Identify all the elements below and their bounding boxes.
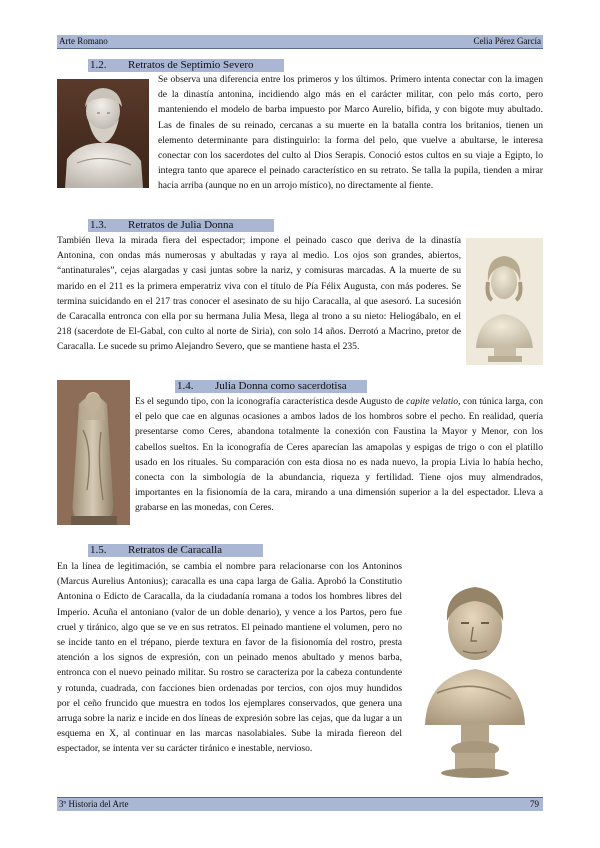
header-course: Arte Romano <box>59 36 108 46</box>
section-text-1-2: Se observa una diferencia entre los primeros y los últimos. Primero intenta conectar con la imagen de la dinastía antonina, incidiendo algo más en el carácter militar, con pelo más corto, pero manteniendo el modelo de barba impuesto por Marco Aurelio, bífida, y con bigote muy abultado. Las de finales de su reinado, cercanas a su muerte en la batalla contra los britanios, tienen un elemento determinante para distinguirlo: la forma del pelo, que vuelve a abultarse, le interesa conectar con los sacerdotes del culto al Dios Serapis. Conoció estos cultos en su viaje a Egipto, lo integra tanto que aparece el peinado característico en su retrato. Se talla la pupila, tienden a mirar hacia arriba (aunque no en un arrojo místico), no directamente al fiente. <box>158 74 543 192</box>
julia-domna-priestess-image <box>57 380 130 525</box>
section-number: 1.3. <box>90 219 107 231</box>
septimius-severus-bust-image <box>57 79 149 188</box>
section-title: Julia Donna como sacerdotisa <box>215 380 347 392</box>
page-number: 79 <box>530 799 539 809</box>
page-footer <box>57 797 543 811</box>
text-before-italic: Es el segundo tipo, con la iconografía característica desde Augusto de <box>135 396 407 407</box>
section-number: 1.5. <box>90 544 107 556</box>
section-heading-1-4 <box>175 380 367 393</box>
section-heading-1-2 <box>88 59 284 72</box>
header-author: Celia Pérez García <box>473 36 541 46</box>
section-number: 1.2. <box>90 59 107 71</box>
section-title: Retratos de Septimio Severo <box>128 59 254 71</box>
section-title: Retratos de Julia Donna <box>128 219 234 231</box>
caracalla-bust-image <box>407 565 543 778</box>
section-heading-1-5 <box>88 544 263 557</box>
section-text-1-5: En la línea de legitimación, se cambia el nombre para relacionarse con los Antoninos (Marcus Aurelius Antonius); caracalla es una capa larga de Galia. Aprobó la Constitutio Antonina o Edicto de Caracalla, da la ciudadanía romana a todos los hombres libres del Imperio. Acuña el antoniano (valor de un doble denario), y vence a los Partos, pero fue cruel y tiránico, algo que se ve en sus retratos. El peinado mantiene el volumen, pero no se incide tanto en el trépano, pierde textura en favor de la fisionomía del rostro, presta atención a los signos de expresión, con un peinado menos abultado y menos barba, entronca con el nuevo peinado militar. Su rostro se caracteriza por la cabeza contundente y rotunda, cuadrada, con facciones bien ordenadas por tercios, con ojos muy hundidos por el ceño fruncido que muestra en todos los ejemplares conservados, que genera una arruga sobre la nariz e incide en dos líneas de expresión sobre las cejas, que da lugar a un esquema en X, al continuar en las marcas nasolabiales. Sube la mirada fiereon del espectador, se intenta ver su carácter tiránico e inestable, nervioso. <box>57 561 402 755</box>
julia-domna-bust-image <box>466 238 543 365</box>
section-text-1-3: También lleva la mirada fiera del espectador; impone el peinado casco que deriva de la dinastía Antonina, con ondas más numerosas y abultadas y raya al medio. Los ojos son grandes, abiertos, “antinaturales”, cejas alargadas y casi juntas sobre la nariz, y comisuras marcadas. A la muerte de su marido en el 211 es la primera emperatriz viva con el título de Pía Félix Augusta, con más poderes. Se termina suicidando en el 217 tras conocer el asesinato de su hijo Caracalla, al que asesoró. La sucesión de Caracalla entronca con ella por su hermana Julia Mesa, llega al trono a su nieto: Heliogábalo, en el 218 (sacerdote de El-Gabal, con culto al norte de Siria), con solo 14 años. Derrotó a Macrino, pretor de Caracalla. Le sucede su primo Alejandro Severo, que se mantiene hasta el 235. <box>57 235 461 353</box>
section-title: Retratos de Caracalla <box>128 544 223 556</box>
text-after-italic: , con túnica larga, con el pelo que cae en algunas ocasiones a ambos lados de los hombros sobre el pecho. En realidad, quería presentarse como Ceres, abandona totalmente la conexión con Faustina la Mayor y Menor, con los cabellos sueltos. En la iconografía de Ceres aparecían las amapolas y espigas de trigo o con el platillo usado en los rituales. Su comparación con esta diosa no es nada nuevo, la propia Livia lo había hecho, conecta con la simbología de la abundancia, riqueza y fertilidad. Tiene ojos muy almendrados, importantes en la fisionomía de la cara, mirando a una dimensión superior a la del espectador. Lleva a grabarse en las monedas, con Ceres. <box>135 396 543 514</box>
section-number: 1.4. <box>177 380 194 392</box>
capite-velatio-term: capite velatio <box>406 396 459 407</box>
footer-course: 3º Historia del Arte <box>59 799 129 809</box>
page-header <box>57 35 543 49</box>
section-text-1-4 <box>135 394 543 516</box>
section-heading-1-3 <box>88 219 274 232</box>
